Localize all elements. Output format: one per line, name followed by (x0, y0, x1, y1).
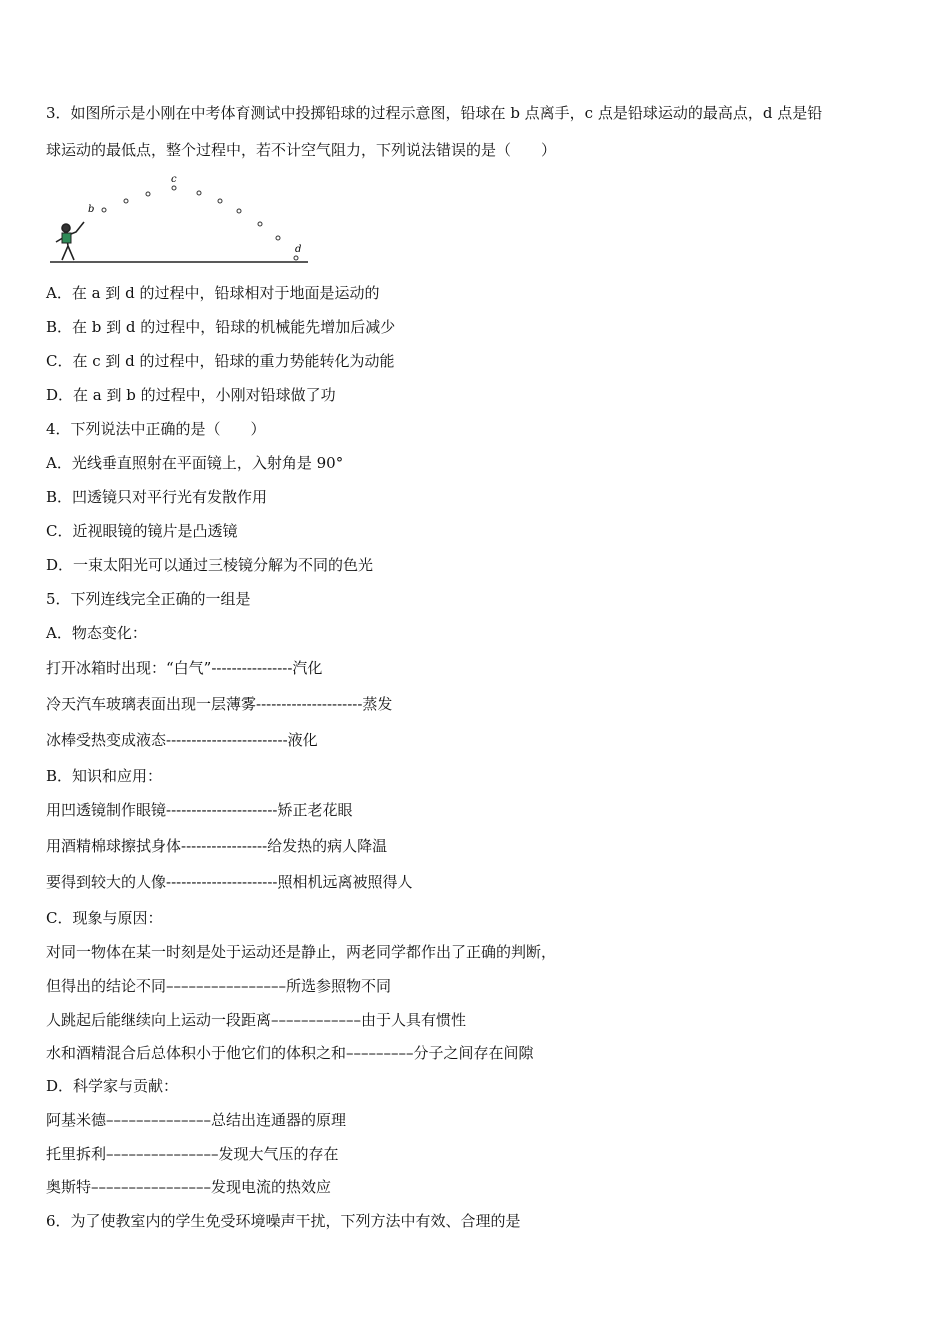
shot-put-figure (46, 170, 316, 270)
q5-d-item: 托里拆利–––––––––––––––发现大气压的存在 (46, 1145, 339, 1163)
q3-option-b: B．在 b 到 d 的过程中，铅球的机械能先增加后减少 (46, 318, 396, 336)
trajectory-dot (172, 186, 176, 190)
q3-option-a: A．在 a 到 d 的过程中，铅球相对于地面是运动的 (46, 284, 380, 302)
q4-option-d: D．一束太阳光可以通过三棱镜分解为不同的色光 (46, 556, 374, 574)
q4-option-c: C．近视眼镜的镜片是凸透镜 (46, 522, 238, 540)
label-d: d (295, 244, 302, 255)
trajectory-dot (258, 222, 262, 226)
trajectory-dot (102, 208, 106, 212)
q5-stem: 5．下列连线完全正确的一组是 (46, 590, 251, 608)
q3-stem-line2: 球运动的最低点，整个过程中，若不计空气阻力，下列说法错误的是（ ） (46, 141, 557, 159)
q5-d-title: D．科学家与贡献： (46, 1077, 179, 1095)
q5-d-item: 奥斯特––––––––––––––––发现电流的热效应 (46, 1178, 332, 1196)
q5-c-item: 但得出的结论不同––––––––––––––––所选参照物不同 (46, 977, 392, 995)
q6-stem: 6．为了使教室内的学生免受环境噪声干扰，下列方法中有效、合理的是 (46, 1212, 521, 1230)
thrower-figure (56, 222, 84, 260)
q3-stem-line1: 3．如图所示是小刚在中考体育测试中投掷铅球的过程示意图，铅球在 b 点离手，c 点是铅球运动的最高点，d 点是铅 (46, 104, 823, 122)
trajectory-dot (124, 199, 128, 203)
q5-c-item: 对同一物体在某一时刻是处于运动还是静止，两老同学都作出了正确的判断， (46, 943, 557, 961)
q4-option-b: B．凹透镜只对平行光有发散作用 (46, 488, 268, 506)
label-c: c (171, 174, 177, 185)
q5-a-title: A．物态变化： (46, 624, 147, 642)
trajectory-dot (218, 199, 222, 203)
q3-option-d: D．在 a 到 b 的过程中，小刚对铅球做了功 (46, 386, 336, 404)
trajectory-dot (146, 192, 150, 196)
q5-d-item: 阿基米德––––––––––––––总结出连通器的原理 (46, 1111, 347, 1129)
q5-c-title: C．现象与原因： (46, 909, 163, 927)
q5-a-item: 冰棒受热变成液态------------------------液化 (46, 731, 318, 749)
q3-option-c: C．在 c 到 d 的过程中，铅球的重力势能转化为动能 (46, 352, 395, 370)
trajectory-dot (294, 256, 298, 260)
q5-b-title: B．知识和应用： (46, 767, 163, 785)
q5-a-item: 打开冰箱时出现：“白气”----------------汽化 (46, 659, 323, 677)
trajectory-dot (276, 236, 280, 240)
trajectory-dots (102, 186, 298, 260)
q5-c-item: 水和酒精混合后总体积小于他它们的体积之和–––––––––分子之间存在间隙 (46, 1044, 534, 1062)
trajectory-dot (237, 209, 241, 213)
q5-c-item: 人跳起后能继续向上运动一段距离––––––––––––由于人具有惯性 (46, 1011, 467, 1029)
label-b: b (88, 204, 95, 215)
trajectory-dot (197, 191, 201, 195)
q4-stem: 4．下列说法中正确的是（ ） (46, 420, 266, 438)
q5-a-item: 冷天汽车玻璃表面出现一层薄雾---------------------蒸发 (46, 695, 393, 713)
q5-b-item: 用凹透镜制作眼镜----------------------矫正老花眼 (46, 801, 353, 819)
q5-b-item: 要得到较大的人像----------------------照相机远离被照得人 (46, 873, 413, 891)
q4-option-a: A．光线垂直照射在平面镜上，入射角是 90° (46, 454, 344, 472)
q5-b-item: 用酒精棉球擦拭身体-----------------给发热的病人降温 (46, 837, 388, 855)
